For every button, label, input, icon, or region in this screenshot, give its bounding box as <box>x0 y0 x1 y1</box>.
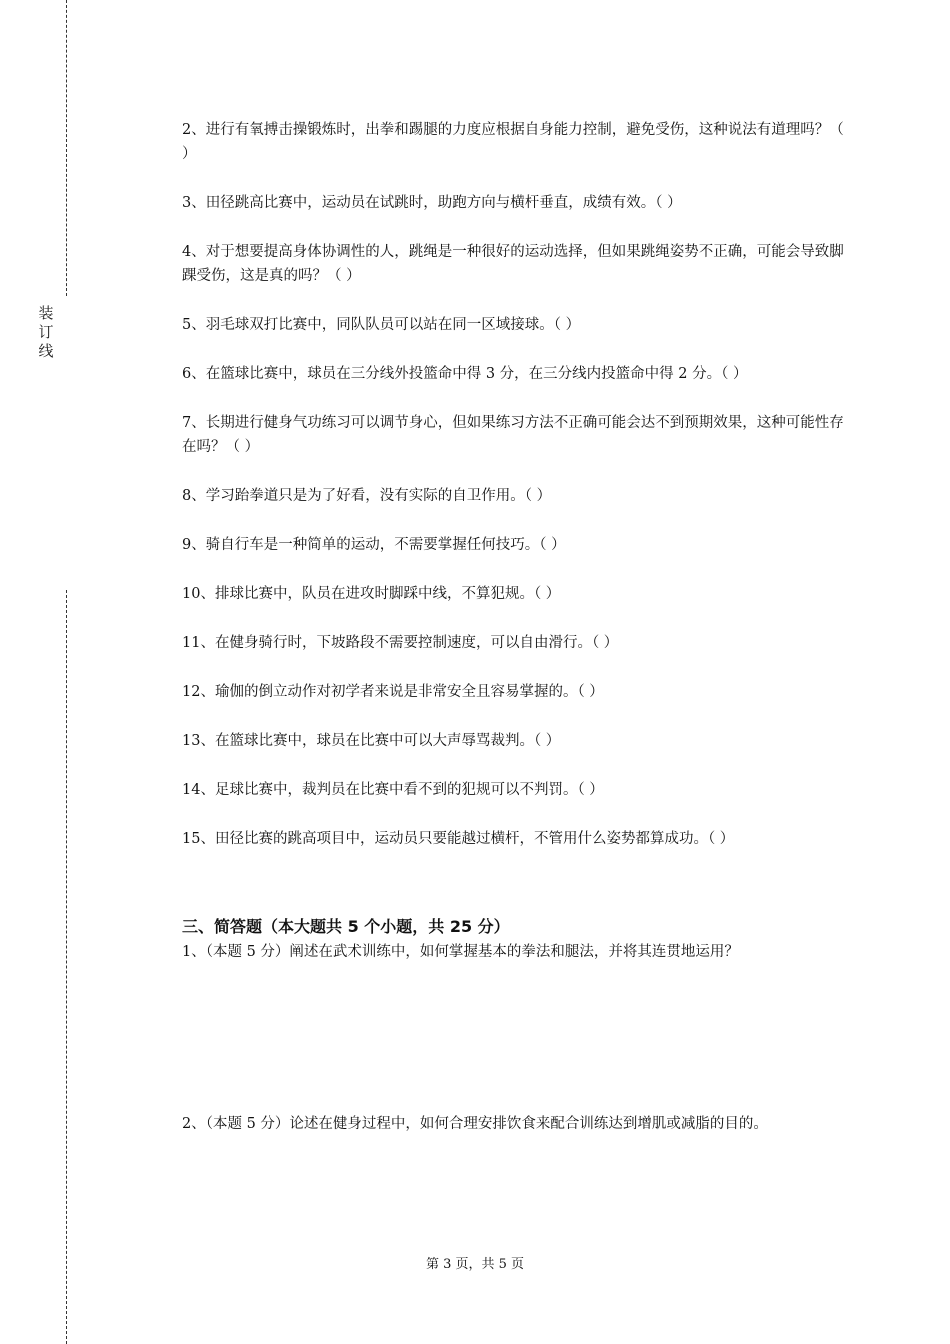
short-answer-question-2: 2、（本题 5 分）论述在健身过程中，如何合理安排饮食来配合训练达到增肌或减脂的目的。 <box>182 1116 768 1132</box>
binding-label-char: 装 <box>38 304 54 322</box>
binding-label-char: 线 <box>38 342 54 360</box>
question-12: 12、瑜伽的倒立动作对初学者来说是非常安全且容易掌握的。（ ） <box>182 684 604 700</box>
question-13: 13、在篮球比赛中，球员在比赛中可以大声辱骂裁判。（ ） <box>182 733 561 749</box>
binding-label <box>37 304 55 361</box>
question-6: 6、在篮球比赛中，球员在三分线外投篮命中得 3 分，在三分线内投篮命中得 2 分。（ ） <box>182 366 748 382</box>
page-number: 第 3 页，共 5 页 <box>425 1257 525 1272</box>
binding-label-char: 订 <box>38 323 54 341</box>
short-answer-question-1: 1、（本题 5 分）阐述在武术训练中，如何掌握基本的拳法和腿法，并将其连贯地运用？ <box>182 944 739 960</box>
question-15: 15、田径比赛的跳高项目中，运动员只要能越过横杆，不管用什么姿势都算成功。（ ） <box>182 831 735 847</box>
question-2: 2、进行有氧搏击操锻炼时，出拳和踢腿的力度应根据自身能力控制，避免受伤，这种说法有道理吗？（ ） <box>182 122 844 162</box>
question-7: 7、长期进行健身气功练习可以调节身心，但如果练习方法不正确可能会达不到预期效果，这种可能性存在吗？（ ） <box>182 415 844 455</box>
question-9: 9、骑自行车是一种简单的运动，不需要掌握任何技巧。（ ） <box>182 537 566 553</box>
question-10: 10、排球比赛中，队员在进攻时脚踩中线，不算犯规。（ ） <box>182 586 561 602</box>
true-false-question-list <box>182 118 847 851</box>
question-8: 8、学习跆拳道只是为了好看，没有实际的自卫作用。（ ） <box>182 488 552 504</box>
binding-dashed-line-top <box>66 0 67 296</box>
question-11: 11、在健身骑行时，下坡路段不需要控制速度，可以自由滑行。（ ） <box>182 635 619 651</box>
section-3-title: 三、简答题（本大题共 5 个小题，共 25 分） <box>182 917 510 936</box>
question-5: 5、羽毛球双打比赛中，同队队员可以站在同一区域接球。（ ） <box>182 317 581 333</box>
question-4: 4、对于想要提高身体协调性的人，跳绳是一种很好的运动选择，但如果跳绳姿势不正确，可能会导致脚踝受伤，这是真的吗？（ ） <box>182 244 844 284</box>
binding-dashed-line-bottom <box>66 590 67 1344</box>
question-14: 14、足球比赛中，裁判员在比赛中看不到的犯规可以不判罚。（ ） <box>182 782 604 798</box>
question-3: 3、田径跳高比赛中，运动员在试跳时，助跑方向与横杆垂直，成绩有效。（ ） <box>182 195 682 211</box>
